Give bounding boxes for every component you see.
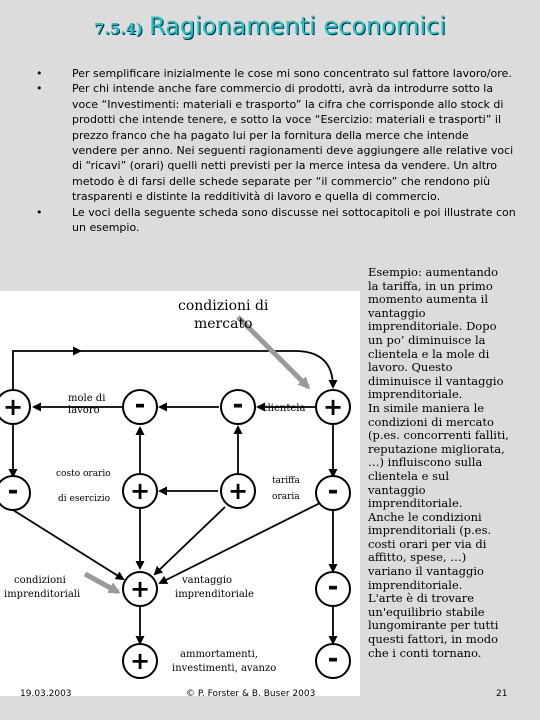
footer-copyright: © P. Forster & B. Buser 2003 (186, 689, 316, 699)
label-rate: oraria (272, 492, 300, 502)
example-text (368, 266, 510, 660)
label-advantage: imprenditoriale (175, 589, 254, 600)
node-right-mid (316, 476, 350, 510)
example-paragraph: In simile maniera le condizioni di mercato (p.es. concorrenti falliti, reputazione migliorata, …) influiscono sulla clientela e sul vantaggio imprenditoriale. (368, 400, 509, 511)
svg-text:+: + (129, 647, 151, 675)
label-business-conditions: imprenditoriali (4, 589, 81, 600)
arrow (160, 503, 320, 583)
arrow (155, 507, 225, 574)
node-workload-minus (123, 390, 157, 424)
label-market: condizioni di (178, 298, 269, 314)
svg-text:+: + (2, 393, 24, 421)
node-rate (221, 474, 255, 508)
bullet-icon: • (36, 67, 43, 80)
svg-text:+: + (129, 477, 151, 505)
example-paragraph: Anche le condizioni imprenditoriali (p.es. costi orari per via di affitto, spese, …) variano il vantaggio imprenditoriale. (368, 509, 492, 592)
arrow (80, 351, 333, 387)
svg-text:-: - (327, 572, 339, 602)
svg-text:+: + (227, 477, 249, 505)
node-bottom-plus (123, 644, 157, 678)
footer-date: 19.03.2003 (20, 689, 72, 699)
label-advantage: vantaggio (182, 575, 233, 586)
bullet-item: • Per chi intende anche fare commercio di prodotti, avrà da introdurre sotto la voce “Investimenti: materiali e trasporto” la cifra che corrisponde allo stock di prodotti che intende tenere, e sotto la voce “Esercizio: materiali e trasporti” il prezzo franco che ha pagato lui per la fornitura della merce che intende vendere per anno. Nei seguenti ragionamenti deve aggiungere alle relative voci di “ricavi” (orari) quelli netti previsti per la merce intesa da vendere. Un altro metodo è di farsi delle schede separate per “il commercio” che rendono più trasparenti e distinte la redditività di lavoro e quella di commercio. (36, 82, 514, 204)
bullet-item: • Le voci della seguente scheda sono discusse nei sottocapitoli e poi illustrate con un esempio. (36, 205, 516, 235)
arrow (13, 510, 123, 579)
arrow (13, 351, 80, 391)
section-number: 7.5.4) (94, 20, 143, 38)
svg-text:+: + (129, 575, 151, 603)
bullet-list (36, 66, 516, 235)
bullet-item: • Per semplificare inizialmente le cose mi sono concentrato sul fattore lavoro/ore. (36, 67, 512, 80)
node-workload (0, 390, 30, 424)
label-clients: clientela (262, 403, 306, 414)
node-cost-plus (123, 474, 157, 508)
node-clients-minus (221, 390, 255, 424)
example-paragraph: L'arte è di trovare un'equilibrio stabile lungomirante per tutti questi fattori, in modo che i conti tornano. (368, 591, 499, 660)
page-title (0, 12, 540, 40)
bullet-icon: • (36, 82, 43, 96)
example-paragraph: Esempio: aumentando la tariffa, in un primo momento aumenta il vantaggio imprenditoriale. Dopo un po’ diminuisce la clientela e la mole di lavoro. Questo diminuisce il vantaggio imprenditoriale. (368, 265, 504, 402)
node-hourly-cost (0, 476, 30, 510)
node-clients (316, 390, 350, 424)
svg-text:+: + (322, 393, 344, 421)
node-advantage (123, 572, 157, 606)
business-influence-arrow (85, 574, 118, 592)
footer-page-number: 21 (496, 689, 508, 699)
svg-text:-: - (134, 390, 146, 420)
label-business-conditions: condizioni (14, 575, 66, 586)
svg-text:-: - (327, 644, 339, 674)
svg-text:-: - (327, 476, 339, 506)
label-workload: mole di (68, 393, 106, 404)
label-market: mercato (194, 316, 253, 332)
node-bottom-minus (316, 644, 350, 678)
label-amortization: ammortamenti, (180, 649, 258, 660)
section-title: Ragionamenti economici (148, 12, 446, 40)
svg-text:-: - (232, 390, 244, 420)
causal-loop-diagram (0, 291, 360, 696)
bullet-icon: • (36, 205, 43, 219)
svg-text:-: - (7, 476, 19, 506)
label-workload: lavoro (68, 405, 100, 416)
node-right-low (316, 572, 350, 606)
label-hourly-cost: costo orario (56, 469, 111, 479)
label-amortization: investimenti, avanzo (172, 663, 277, 674)
label-rate: tariffa (272, 476, 300, 486)
label-hourly-cost: di esercizio (58, 494, 111, 504)
